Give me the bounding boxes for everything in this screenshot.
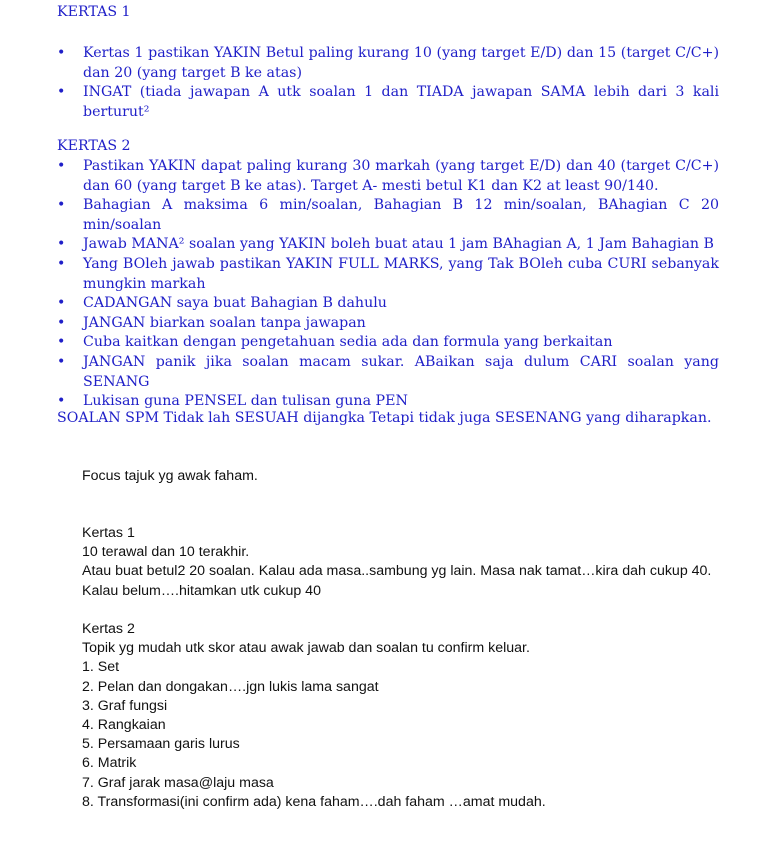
- closing-remark: SOALAN SPM Tidak lah SESUAH dijangka Tetapi tidak juga SESENANG yang diharapkan.: [57, 410, 712, 426]
- topic-item: 5. Persamaan garis lurus: [82, 736, 240, 753]
- bullet-icon: •: [57, 158, 66, 174]
- kertas2-notes-intro: Topik yg mudah utk skor atau awak jawab dan soalan tu confirm keluar.: [82, 640, 530, 657]
- bullet-icon: •: [57, 197, 66, 214]
- kertas2-heading: KERTAS 2: [57, 138, 131, 154]
- list-item-text: Kertas 1 pastikan YAKIN Betul paling kurang 10 (yang target E/D) dan 15 (target C/C+) dan 20 (yang target B ke atas): [83, 45, 719, 81]
- list-item-text: Bahagian A maksima 6 min/soalan, Bahagian B 12 min/soalan, BAhagian C 20 min/soalan: [83, 197, 719, 233]
- list-item: [57, 44, 719, 83]
- kertas2-notes: [82, 620, 752, 812]
- bullet-icon: •: [57, 334, 66, 351]
- topic-item: 1. Set: [82, 659, 120, 676]
- topic-item: 2. Pelan dan dongakan….jgn lukis lama sangat: [82, 678, 379, 695]
- list-item-text: Pastikan YAKIN dapat paling kurang 30 markah (yang target E/D) dan 40 (target C/C+) dan 60 (yang target B ke atas). Target A- mesti betul K1 dan K2 at least 90/140.: [83, 158, 719, 194]
- list-item: [57, 314, 719, 334]
- kertas1-notes-line: Kalau belum….hitamkan utk cukup 40: [82, 582, 321, 599]
- kertas2-notes-title: Kertas 2: [82, 621, 135, 637]
- list-item-text: CADANGAN saya buat Bahagian B dahulu: [83, 295, 387, 312]
- list-item-text: JANGAN panik jika soalan macam sukar. ABaikan saja dulum CARI soalan yang SENANG: [83, 353, 719, 390]
- bullet-icon: •: [57, 84, 66, 101]
- focus-text: Focus tajuk yg awak faham.: [82, 468, 258, 484]
- bullet-icon: •: [57, 236, 66, 253]
- topic-item: 8. Transformasi(ini confirm ada) kena faham….dah faham …amat mudah.: [82, 793, 546, 810]
- topic-item: 6. Matrik: [82, 755, 137, 772]
- focus-note: [82, 467, 752, 486]
- bullet-icon: •: [57, 255, 66, 272]
- bullet-icon: •: [57, 353, 66, 370]
- list-item-text: Lukisan guna PENSEL dan tulisan guna PEN: [83, 393, 408, 410]
- list-item: [57, 83, 719, 122]
- kertas1-notes: [82, 524, 752, 601]
- list-item-text: Cuba kaitkan dengan pengetahuan sedia ada dan formula yang berkaitan: [83, 334, 613, 351]
- list-item: [57, 333, 719, 353]
- list-item: [57, 235, 719, 255]
- bullet-icon: •: [57, 45, 66, 61]
- list-item-text: JANGAN biarkan soalan tanpa jawapan: [83, 314, 366, 331]
- kertas1-notes-line: 10 terawal dan 10 terakhir.: [82, 544, 250, 561]
- kertas1-heading: KERTAS 1: [57, 4, 131, 20]
- list-item-text: INGAT (tiada jawapan A utk soalan 1 dan TIADA jawapan SAMA lebih dari 3 kali berturut²: [83, 84, 719, 120]
- list-item-text: Jawab MANA² soalan yang YAKIN boleh buat atau 1 jam BAhagian A, 1 Jam Bahagian B: [83, 236, 714, 253]
- topic-item: 4. Rangkaian: [82, 717, 166, 734]
- list-item: [57, 353, 719, 392]
- topic-item: 3. Graf fungsi: [82, 697, 168, 714]
- kertas1-bullet-list: [57, 44, 719, 122]
- list-item: [57, 294, 719, 314]
- bullet-icon: •: [57, 314, 66, 331]
- list-item: [57, 255, 719, 294]
- list-item: [57, 157, 719, 196]
- list-item: [57, 196, 719, 235]
- kertas1-notes-line: Atau buat betul2 20 soalan. Kalau ada masa..sambung yg lain. Masa nak tamat…kira dah cukup 40.: [82, 563, 712, 580]
- kertas2-bullet-list: [57, 157, 719, 412]
- list-item-text: Yang BOleh jawab pastikan YAKIN FULL MARKS, yang Tak BOleh cuba CURI sebanyak mungkin markah: [83, 255, 719, 292]
- topic-item: 7. Graf jarak masa@laju masa: [82, 774, 274, 791]
- bullet-icon: •: [57, 393, 66, 410]
- bullet-icon: •: [57, 295, 66, 312]
- kertas1-notes-title: Kertas 1: [82, 525, 135, 541]
